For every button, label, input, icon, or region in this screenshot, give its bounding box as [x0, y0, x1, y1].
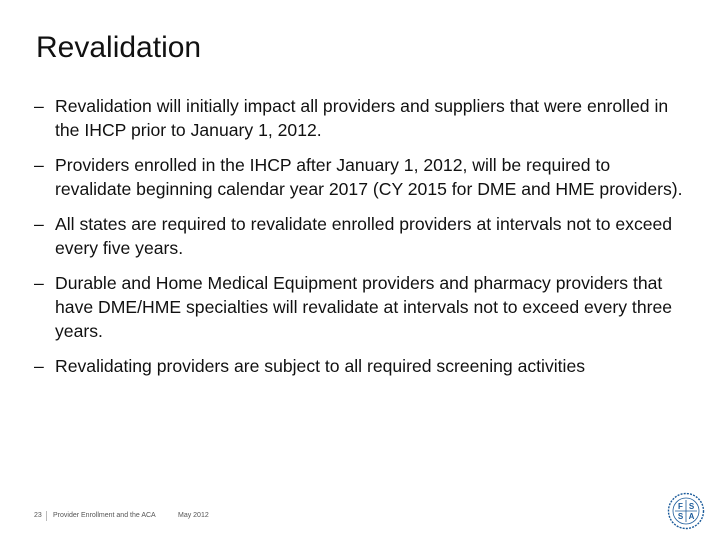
- bullet-marker: –: [34, 214, 44, 234]
- bullet-item: [34, 271, 684, 343]
- bullet-text: Revalidation will initially impact all providers and suppliers that were enrolled in the IHCP prior to January 1, 2012.: [55, 96, 669, 140]
- svg-text:F: F: [678, 502, 683, 511]
- svg-text:A: A: [688, 512, 695, 521]
- footer-date: May 2012: [178, 512, 209, 519]
- bullet-marker: –: [34, 155, 44, 175]
- bullet-item: [34, 212, 684, 260]
- bullet-item: [34, 94, 684, 142]
- bullet-text: Revalidating providers are subject to all required screening activities: [55, 356, 586, 376]
- bullet-text: All states are required to revalidate enrolled providers at intervals not to exceed every five years.: [55, 214, 673, 258]
- bullet-text: Providers enrolled in the IHCP after January 1, 2012, will be required to revalidate beginning calendar year 2017 (CY 2015 for DME and HME providers).: [55, 155, 683, 199]
- bullet-marker: –: [34, 96, 44, 116]
- page-number: 23: [34, 512, 42, 519]
- bullet-marker: –: [34, 273, 44, 293]
- slide-title: Revalidation: [36, 31, 202, 64]
- bullet-marker: –: [34, 356, 44, 376]
- bullet-text: Durable and Home Medical Equipment providers and pharmacy providers that have DME/HME specialties will revalidate at intervals not to exceed every three years.: [55, 273, 673, 341]
- footer-divider: [46, 511, 47, 521]
- svg-text:S: S: [688, 502, 695, 511]
- bullet-item: [34, 153, 684, 201]
- footer-title: Provider Enrollment and the ACA: [53, 512, 156, 519]
- state-seal-icon: [667, 492, 705, 530]
- bullet-list: [34, 94, 684, 378]
- svg-text:S: S: [677, 512, 684, 521]
- bullet-item: [34, 354, 684, 378]
